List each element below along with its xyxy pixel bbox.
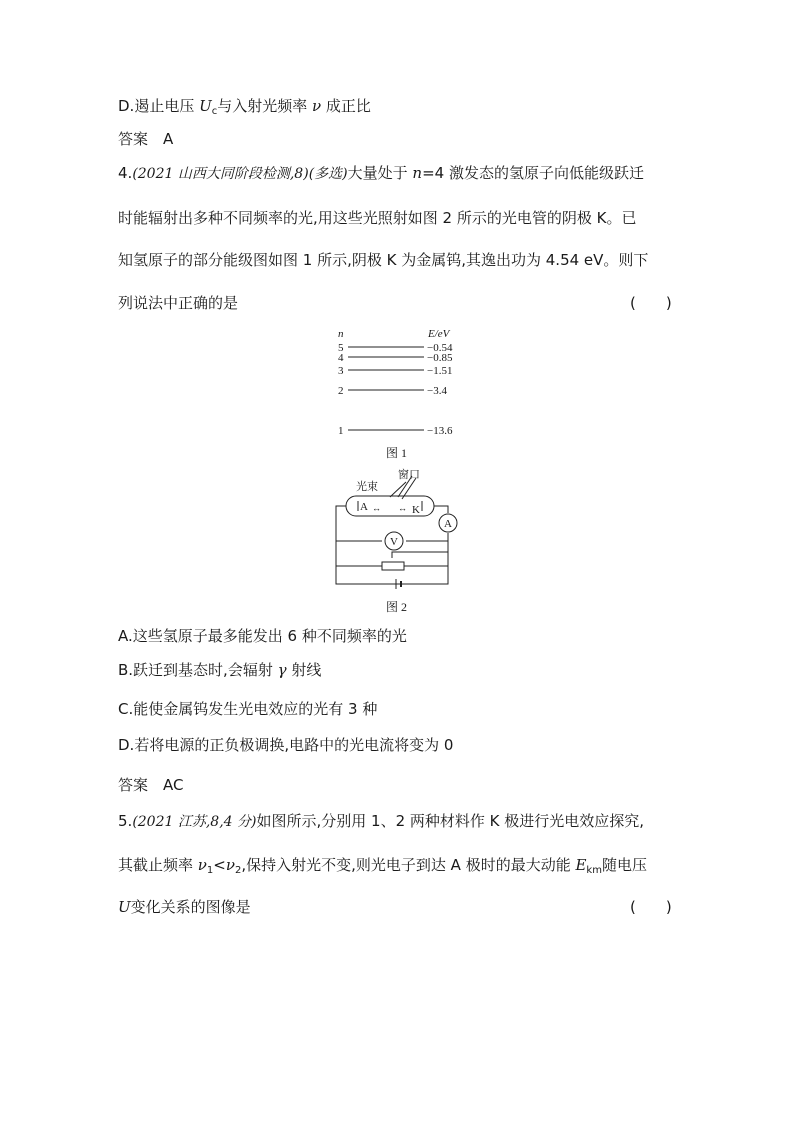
level-n-label: 1 — [338, 425, 344, 437]
answer-bracket: ( ) — [630, 898, 672, 916]
variable-e: E — [575, 856, 587, 874]
figure-1-caption: 图 1 — [386, 446, 408, 460]
question-source: (2021 江苏,8,4 分) — [132, 814, 257, 830]
level-energy-label: −13.6 — [427, 425, 453, 437]
question-4-line-1 — [118, 163, 644, 184]
subscript-2: 2 — [234, 865, 242, 876]
question-text: 大量处于 — [347, 164, 413, 182]
voltmeter-label: V — [390, 536, 398, 548]
variable-u: U — [118, 898, 131, 916]
question-text: 随电压 — [601, 856, 647, 874]
question-number: 5. — [118, 812, 133, 830]
option-c: C.能使金属钨发生光电效应的光有 3 种 — [118, 700, 378, 718]
question-number: 4. — [118, 164, 133, 182]
variable-nu: ν — [197, 856, 207, 874]
level-energy-label: −3.4 — [427, 385, 447, 397]
variable-u: U — [199, 97, 212, 115]
question-text: 其截止频率 — [118, 856, 198, 874]
question-4-line-2: 时能辐射出多种不同频率的光,用这些光照射如图 2 所示的光电管的阴极 K。已 — [118, 209, 637, 227]
subscript-km: km — [586, 865, 602, 876]
energy-level-diagram — [330, 322, 480, 442]
level-energy-label: −1.51 — [427, 365, 453, 377]
level-energy-label: −0.54 — [427, 342, 453, 354]
variable-nu: ν — [225, 856, 235, 874]
question-text: 变化关系的图像是 — [130, 898, 251, 916]
option-text: 射线 — [286, 661, 322, 679]
arrow-right-icon: ↔ — [398, 503, 407, 513]
anode-label: A — [360, 501, 368, 513]
question-text: 如图所示,分别用 1、2 两种材料作 K 极进行光电效应探究, — [256, 812, 645, 830]
question-tag: (多选) — [308, 166, 348, 182]
question-text: =4 激发态的氢原子向低能级跃迁 — [422, 164, 644, 182]
question-4-line-4: 列说法中正确的是 — [118, 294, 239, 312]
variable-n: n — [412, 164, 423, 182]
arrow-left-icon: ↔ — [372, 503, 381, 513]
question-5-line-1 — [118, 811, 644, 832]
e-header: E/eV — [428, 328, 450, 340]
question-text: ,保持入射光不变,则光电子到达 A 极时的最大动能 — [241, 856, 576, 874]
level-n-label: 3 — [338, 365, 344, 377]
figure-2-caption: 图 2 — [386, 600, 408, 614]
option-text: 成正比 — [321, 97, 371, 115]
option-text: D.遏止电压 — [118, 97, 200, 115]
window-label: 窗口 — [398, 469, 420, 481]
variable-nu: ν — [312, 97, 322, 115]
option-text: 与入射光频率 — [217, 97, 313, 115]
less-than: < — [213, 856, 226, 874]
option-text: B.跃迁到基态时,会辐射 — [118, 661, 278, 679]
question-4-line-3: 知氢原子的部分能级图如图 1 所示,阴极 K 为金属钨,其逸出功为 4.54 eV。则下 — [118, 251, 649, 269]
question-5-line-2 — [118, 855, 647, 881]
option-d: D.若将电源的正负极调换,电路中的光电流将变为 0 — [118, 736, 454, 754]
option-b — [118, 660, 321, 680]
answer-bracket: ( ) — [630, 294, 672, 312]
ammeter-label: A — [444, 518, 452, 530]
question-5-line-3 — [118, 897, 251, 917]
subscript-1: 1 — [206, 865, 214, 876]
rheostat — [382, 562, 404, 570]
cathode-label: K — [412, 504, 420, 516]
beam-label: 光束 — [356, 481, 378, 493]
photoelectric-circuit-diagram — [328, 466, 468, 592]
variable-gamma: γ — [277, 661, 287, 679]
level-energy-label: −0.85 — [427, 352, 453, 364]
level-n-label: 5 — [338, 342, 344, 354]
answer-q4: 答案 AC — [118, 776, 184, 794]
question-source: (2021 山西大同阶段检测,8) — [132, 166, 309, 182]
option-d-stopping-voltage — [118, 96, 371, 122]
n-header: n — [338, 328, 344, 340]
answer-q3: 答案 A — [118, 130, 174, 148]
subscript-c: c — [211, 106, 218, 117]
level-n-label: 4 — [338, 352, 344, 364]
level-n-label: 2 — [338, 385, 344, 397]
option-a: A.这些氢原子最多能发出 6 种不同频率的光 — [118, 627, 407, 645]
